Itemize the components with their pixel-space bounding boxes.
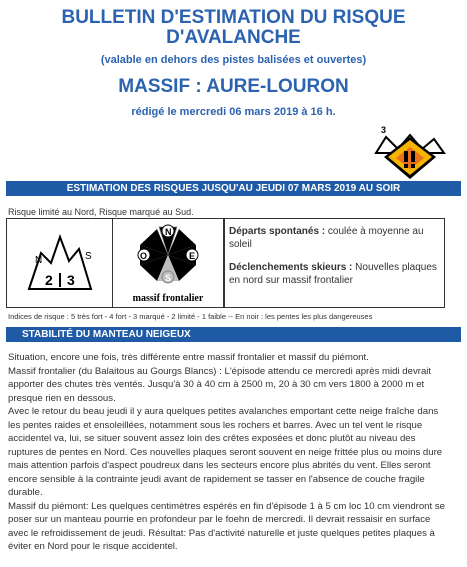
north-risk-level: 2 [45,272,53,288]
paragraph-piedmont: Massif du piémont: Les quelques centimètres espérés en fin d'épisode 1 à 5 cm loc 10 cm viendront se poser sur un manteau pourrie en profondeur par le foehn de mercredi. Il devrait ressaisir en surface avec le refroidissement de jeudi. Résultat: Pas d'activité naturelle et juste quelques petites plaques à éviter en Nord pour le risque accidentel. [8,500,445,552]
validity-subtitle: (valable en dehors des pistes balisées et ouvertes) [100,54,367,66]
compass-rose-icon [113,219,223,293]
spontaneous-text: coulée à moyenne au soleil [229,226,424,250]
paragraph-situation: Situation, encore une fois, très différente entre massif frontalier et massif du piémont. [8,352,369,363]
south-label: S [85,251,92,262]
spontaneous-triggers [229,225,441,251]
skier-triggers [229,261,441,287]
risk-index-legend: Indices de risque : 5 très fort - 4 fort - 3 marqué - 2 limité - 1 faible -- En noir : les pentes les plus dangereuses [8,312,373,321]
bulletin-title-line2: D'AVALANCHE [166,27,301,48]
massif-name: MASSIF : AURE-LOURON [118,76,349,97]
compass-north-label: N [165,227,172,237]
paragraph-forecast: Avec le retour du beau jeudi il y aura quelques petites avalanches emportant cette neige fraîche dans les pentes raides et ensoleillées, notamment sous les rochers et barres. Avec un tel vent le risque accidentel va, lui, se situer souvent assez loin des crêtes exposées et donc plutôt au niveau des ruptures de pentes en Nord. Ces nouvelles plaques seront souvent en neige frittée plus ou moins dure mais attention parfois d'aspect poudreux dans les secteurs encore plus abrités du vent. Elles seront encore sensible à la contrainte jeudi avant de rapidement se tasser en l'absence de couche fragile durable. [8,406,443,498]
compass-east-label: E [189,251,196,261]
paragraph-frontier: Massif frontalier (du Balaitous au Gourgs Blancs) : L'épisode attendu ce mercredi après midi devrait apporter des chutes très ventés. Jusqu'à 30 à 40 cm à 2500 m, 20 à 30 cm vers 1800 à 2000 m et presque rien en dessous. [8,365,432,404]
estimation-header: ESTIMATION DES RISQUES JUSQU'AU JEUDI 07 MARS 2019 AU SOIR [6,181,461,196]
stability-header: STABILITÉ DU MANTEAU NEIGEUX [6,327,461,342]
stability-body [8,351,448,554]
trigger-info-box [224,218,445,308]
skier-label: Déclenchements skieurs : [229,262,353,273]
risk-level-box [6,218,113,308]
mountain-risk-icon [7,219,112,307]
spontaneous-label: Départs spontanés : [229,226,326,237]
avalanche-danger-level-3-icon [374,131,446,181]
exclamation-icon [404,151,408,162]
bulletin-title-line1: BULLETIN D'ESTIMATION DU RISQUE [61,7,406,28]
compass-south-label: S [165,273,172,283]
south-risk-level: 3 [67,272,75,288]
north-label: N [35,255,43,266]
skier-text: Nouvelles plaques en nord sur massif frontalier [229,262,437,286]
risk-summary: Risque limité au Nord, Risque marqué au Sud. [8,207,194,217]
compass-west-label: O [140,251,148,261]
massif-frontalier-box [113,218,224,308]
massif-frontalier-label: massif frontalier [132,293,204,304]
issue-date: rédigé le mercredi 06 mars 2019 à 16 h. [131,106,336,118]
danger-level-number: 3 [381,125,387,135]
